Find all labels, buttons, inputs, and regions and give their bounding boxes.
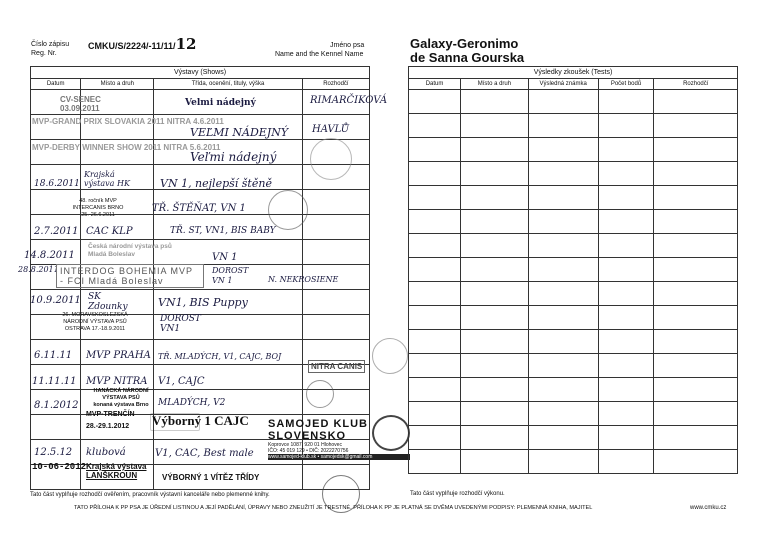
shows-col-result: Třída, ocenění, tituly, výška <box>154 79 303 90</box>
show-place: Krajská výstava HK <box>84 170 130 188</box>
shows-col-judge: Rozhodčí <box>302 79 369 90</box>
show-result: Výborný 1 CAJC <box>152 413 249 428</box>
shows-col-date: Datum <box>31 79 81 90</box>
tests-footnote: Tato část vyplňuje rozhodčí výkonu. <box>410 491 505 497</box>
show-judge: RIMARČIKOVÁ <box>310 95 388 106</box>
show-judge: N. NEKROSIENE <box>268 275 339 284</box>
show-result: Velmi nádejný <box>185 98 256 108</box>
show-result: TŘ. ST, VN1, BIS BABY <box>170 226 276 236</box>
show-result: MLADÝCH, V2 <box>158 398 226 408</box>
show-result: DOROST VN1 <box>160 314 201 334</box>
show-place: MVP PRAHA <box>86 350 151 361</box>
footer-legal-text: TATO PŘÍLOHA K PP PSA JE ÚŘEDNÍ LISTINOU A JEJÍ PADĚLÁNÍ, ÚPRAVY NEBO ZNEUŽITÍ JE TRESTNÉ. PŘÍLOHA K PP JE PLATNÁ SE DVĚMA UVEDENÝMI PODPISY: PLEMENNÁ KNIHA, MAJITEL <box>74 505 593 511</box>
show-result: Veľmi nádejný <box>190 150 277 164</box>
table-row <box>409 426 738 450</box>
show-place: klubová <box>86 447 126 458</box>
samojed-ico: IČO: 45 019 129 • DIČ: 2022270756 <box>268 448 349 454</box>
reg-number-suffix: 12 <box>175 35 197 53</box>
tests-table <box>408 66 738 474</box>
round-stamp <box>268 190 308 230</box>
show-place: 26. MORAVSKOSLEZSKÁ NÁRODNÍ VÝSTAVA PSŮ OSTRAVA 17.-18.9.2011 <box>62 312 128 332</box>
show-place: CAC KLP <box>86 226 133 237</box>
show-place: HANÁCKÁ NÁRODNÍ VÝSTAVA PSŮ konaná výstava Brno <box>93 388 149 408</box>
reg-number-prefix: CMKU/S/2224/-11/11/ <box>88 41 176 51</box>
show-date: 14.8.2011 <box>24 250 75 261</box>
name-label-cz: Jméno psa <box>330 42 365 49</box>
show-place: Česká národní výstava psů Mladá Boleslav <box>88 243 172 258</box>
show-place: Krajská výstava LANŠKROUN <box>86 462 147 480</box>
show-date: 28.8.2011 <box>18 265 59 274</box>
show-date: 10.9.2011 <box>30 295 81 306</box>
show-result: V1, CAJC <box>158 376 205 387</box>
show-result: V1, CAC, Best male <box>155 448 254 459</box>
samojed-line1: SAMOJED KLUB <box>268 418 369 430</box>
table-row <box>409 402 738 426</box>
show-result: DOROST VN 1 <box>212 266 249 285</box>
show-result: VN1, BIS Puppy <box>158 296 248 309</box>
tests-title: Výsledky zkoušek (Tests) <box>409 67 738 79</box>
table-row <box>409 138 738 162</box>
reg-number <box>88 35 196 53</box>
round-stamp <box>372 338 408 374</box>
show-place: MVP-GRAND PRIX SLOVAKIA 2011 NITRA 4.6.2011 <box>32 117 224 126</box>
table-row <box>409 114 738 138</box>
show-date: 10-06-2012 <box>32 462 87 472</box>
tests-col-grade: Výsledná známka <box>528 79 598 90</box>
samojed-addr: Koprovce 1087, 920 01 Hlohovec <box>268 442 342 448</box>
table-row <box>409 186 738 210</box>
table-row <box>409 210 738 234</box>
show-result: VN 1, nejlepší štěně <box>160 177 272 190</box>
vyborny-stamp <box>150 413 200 431</box>
table-row <box>409 258 738 282</box>
table-row <box>409 354 738 378</box>
tests-col-date: Datum <box>409 79 461 90</box>
show-date: 6.11.11 <box>34 350 73 361</box>
footer-url: www.cmku.cz <box>690 505 727 511</box>
show-place: INTERDOG BOHEMIA MVP - FCI Mladá Boleslav <box>56 264 204 288</box>
show-date: 8.1.2012 <box>34 400 79 411</box>
tests-col-place: Místo a druh <box>461 79 529 90</box>
reg-label-en: Reg. Nr. <box>31 50 57 57</box>
tests-col-points: Počet bodů <box>598 79 654 90</box>
table-row <box>409 162 738 186</box>
round-stamp <box>310 138 352 180</box>
table-row <box>409 90 738 114</box>
show-date: 11.11.11 <box>32 376 77 387</box>
show-result: TŘ. ŠTĚŇAT, VN 1 <box>152 203 246 214</box>
show-date: 28.-29.1.2012 <box>86 423 130 430</box>
round-stamp <box>306 380 334 408</box>
show-result: TŘ. MLADÝCH, V1, CAJC, BOJ <box>158 352 282 361</box>
show-result: VEĽMI NÁDEJNÝ <box>190 126 289 139</box>
shows-footnote: Tato část vyplňuje rozhodčí ověřením, pracovník výstavní kanceláře nebo plemenné knihy. <box>30 492 270 498</box>
show-place: MVP-TRENČÍN <box>86 411 135 418</box>
table-row <box>409 306 738 330</box>
table-row <box>409 330 738 354</box>
dog-head-logo <box>372 415 410 451</box>
show-result: VÝBORNÝ 1 VÍTĚZ TŘÍDY <box>162 473 260 482</box>
shows-title: Výstavy (Shows) <box>31 67 370 79</box>
table-row <box>409 378 738 402</box>
samojed-line2: SLOVENSKO <box>268 430 347 442</box>
show-judge: HAVLŮ <box>312 124 350 135</box>
table-row <box>409 450 738 474</box>
show-place: 48. ročník MVP INTERCANIS BRNO 25.-26.6.2011 <box>72 198 124 218</box>
show-place: CV-SENEC 03.09.2011 <box>60 95 101 113</box>
show-date: 18.6.2011 <box>34 179 80 189</box>
show-date: 12.5.12 <box>34 447 73 458</box>
name-label-en: Name and the Kennel Name <box>275 51 364 58</box>
reg-label-cz: Číslo zápisu <box>31 41 70 48</box>
table-row <box>409 234 738 258</box>
show-place: SK Zdounky <box>88 292 128 312</box>
samojed-web: www.samojed-klub.sk • samojedsk@gmail.com <box>268 454 410 460</box>
table-row <box>409 282 738 306</box>
show-place: MVP-DERBY WINNER SHOW 2011 NITRA 5.6.2011 <box>32 143 221 152</box>
shows-col-place: Místo a druh <box>81 79 154 90</box>
show-place: MVP NITRA <box>86 376 148 387</box>
dog-name-line1: Galaxy-Geronimo <box>410 36 519 51</box>
show-result: VN 1 <box>212 252 238 263</box>
show-date: 2.7.2011 <box>34 226 79 237</box>
table-row <box>31 240 370 265</box>
nitra-canis-stamp: NITRA CANIS <box>308 360 365 373</box>
dog-name-line2: de Sanna Gourska <box>410 50 525 65</box>
tests-col-judge: Rozhodčí <box>654 79 738 90</box>
